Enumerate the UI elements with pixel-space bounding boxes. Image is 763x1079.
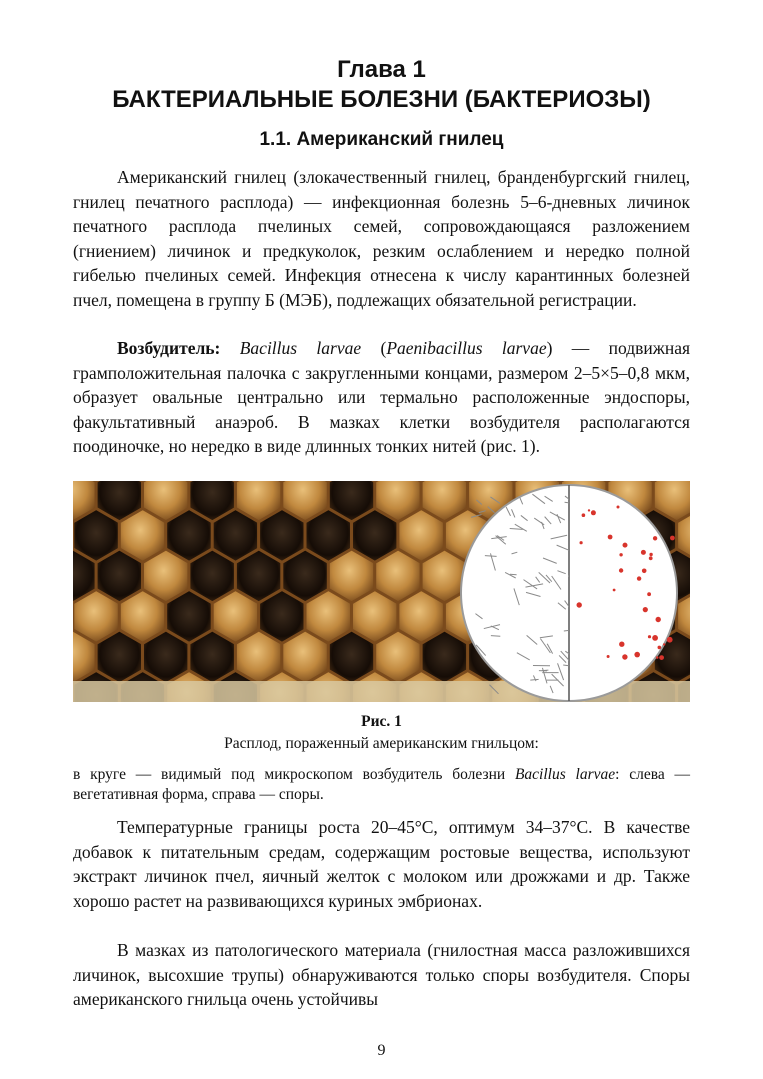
spore-dot <box>619 568 623 572</box>
spore-dot <box>643 607 648 612</box>
bacillus-rod <box>491 636 500 637</box>
spore-dot <box>607 655 610 658</box>
spore-dot <box>642 569 647 574</box>
figure-caption: в круге — видимый под микроскопом возбудитель болезни Bacillus larvae: слева — вегетативная форма, справа — споры. <box>73 766 691 803</box>
paragraph-text: Американский гнилец (злокачественный гнилец, бранденбургский гнилец, гнилец печатного расплода) — инфекционная болезнь 5–6-дневных личинок печатного расплода пчелиных семей, сопровождающаяся разложением (гниением) личинок и предкуколок, резким ослаблением и нередко полной гибелью пчелиных семей. Инфекция отнесена к числу карантинных болезней пчел, помещена в группу Б (МЭБ), подлежащих обязательной регистрации. <box>73 167 690 310</box>
caption-species: Bacillus larvae <box>514 766 616 783</box>
species-name-1: Bacillus larvae <box>239 338 362 358</box>
paragraph-smears <box>73 938 690 1012</box>
chapter-title: БАКТЕРИАЛЬНЫЕ БОЛЕЗНИ (БАКТЕРИОЗЫ) <box>112 86 651 113</box>
spore-dot <box>648 635 651 638</box>
spore-dot <box>577 602 582 607</box>
species-name-2: Paenibacillus larvae <box>386 338 547 358</box>
spore-dot <box>619 642 624 647</box>
figure-title: Рис. 1 <box>361 713 402 730</box>
paragraph-text: Температурные границы роста 20–45°С, оптимум 34–37°С. В качестве добавок к питательным средам, содержащим ростовые вещества, используют экстракт личинок пчел, яичный желток с молоком или дрожжами и др. Также хорошо растет на развивающихся куриных эмбрионах. <box>73 817 690 911</box>
spore-dot <box>608 535 613 540</box>
brood-comb-illustration <box>73 481 690 702</box>
spore-dot <box>670 536 675 541</box>
spore-dot <box>613 589 616 592</box>
pathogen-label: Возбудитель: <box>117 338 221 358</box>
spore-dot <box>659 655 664 660</box>
spore-dot <box>617 506 620 509</box>
spore-dot <box>591 510 596 515</box>
section-title: 1.1. Американский гнилец <box>259 129 504 150</box>
figure-image <box>73 481 690 702</box>
spore-dot <box>580 541 583 544</box>
spore-dot <box>667 637 673 643</box>
spore-dot <box>656 656 659 659</box>
page-number: 9 <box>377 1042 386 1059</box>
figure-subtitle: Расплод, пораженный американским гнильцом: <box>224 735 539 752</box>
spore-dot <box>634 652 640 658</box>
paragraph-temperature <box>73 815 690 913</box>
spore-dot <box>653 536 657 540</box>
spore-dot <box>649 553 652 556</box>
pathogen-description: — подвижная грамположительная палочка с закругленными концами, размером 2–5×5–0,8 мкм, образует овальные центрально или термально расположенные эндоспоры, факультативный анаэроб. В мазках клетки возбудителя располагаются поодиночке, но нередко в виде длинных тонких нитей (рис. 1). <box>73 338 691 457</box>
chapter-heading <box>0 55 763 115</box>
spore-dot <box>656 617 661 622</box>
spore-dot <box>619 553 622 556</box>
spore-dot <box>582 513 586 517</box>
chapter-number: Глава 1 <box>337 56 426 83</box>
spore-dot <box>637 576 641 580</box>
spore-dot <box>622 654 627 659</box>
spore-dot <box>647 592 651 596</box>
spore-dot <box>649 556 653 560</box>
spore-dot <box>641 550 646 555</box>
spore-dot <box>623 543 628 548</box>
paragraph-pathogen: Возбудитель: Bacillus larvae (Paenibacillus larvae) — подвижная грамположительная палочка с закругленными концами, размером 2–5×5–0,8 мкм, образует овальные центрально или термально расположенные эндоспоры, факультативный анаэроб. В мазках клетки возбудителя располагаются поодиночке, но нередко в виде длинных тонких нитей (рис. 1). <box>73 338 691 457</box>
spore-dot <box>588 509 590 511</box>
spore-dot <box>663 643 665 645</box>
paragraph-intro <box>73 165 690 313</box>
spore-dot <box>658 646 662 650</box>
spore-dot <box>652 635 658 641</box>
paragraph-text: В мазках из патологического материала (гнилостная масса разложившихся личинок, высохшие трупы) обнаруживаются только споры возбудителя. Споры американского гнильца очень устойчивы <box>73 940 690 1010</box>
